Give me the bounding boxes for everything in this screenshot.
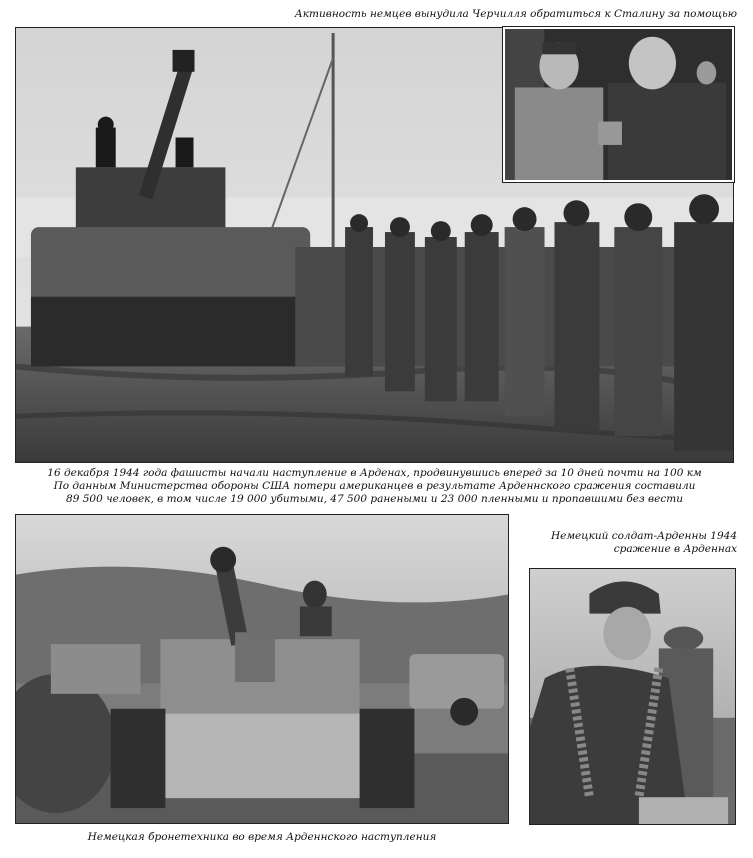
german-soldier-photo <box>529 568 736 825</box>
assault-gun-photo <box>15 514 509 824</box>
main-caption <box>15 467 734 506</box>
soldier-caption-line-1: Немецкий солдат-Арденны 1944 <box>550 530 737 542</box>
top-caption: Активность немцев вынудила Черчилля обратиться к Сталину за помощью <box>294 8 737 20</box>
main-caption-line-1: 16 декабря 1944 года фашисты начали наступление в Арденах, продвинувшись вперед за 10 дней почти на 100 км <box>47 467 702 479</box>
soldier-caption <box>551 530 737 556</box>
main-caption-line-2: По данным Министерства обороны США потери американцев в результате Арденнского сражения составили <box>53 480 696 492</box>
stalin-churchill-photo <box>503 27 734 182</box>
bottom-caption: Немецкая бронетехника во время Арденнского наступления <box>87 831 437 843</box>
main-caption-line-3: 89 500 человек, в том числе 19 000 убитыми, 47 500 ранеными и 23 000 пленными и пропавшими без вести <box>66 493 683 505</box>
soldier-caption-line-2: сражение в Арденнах <box>613 543 737 555</box>
